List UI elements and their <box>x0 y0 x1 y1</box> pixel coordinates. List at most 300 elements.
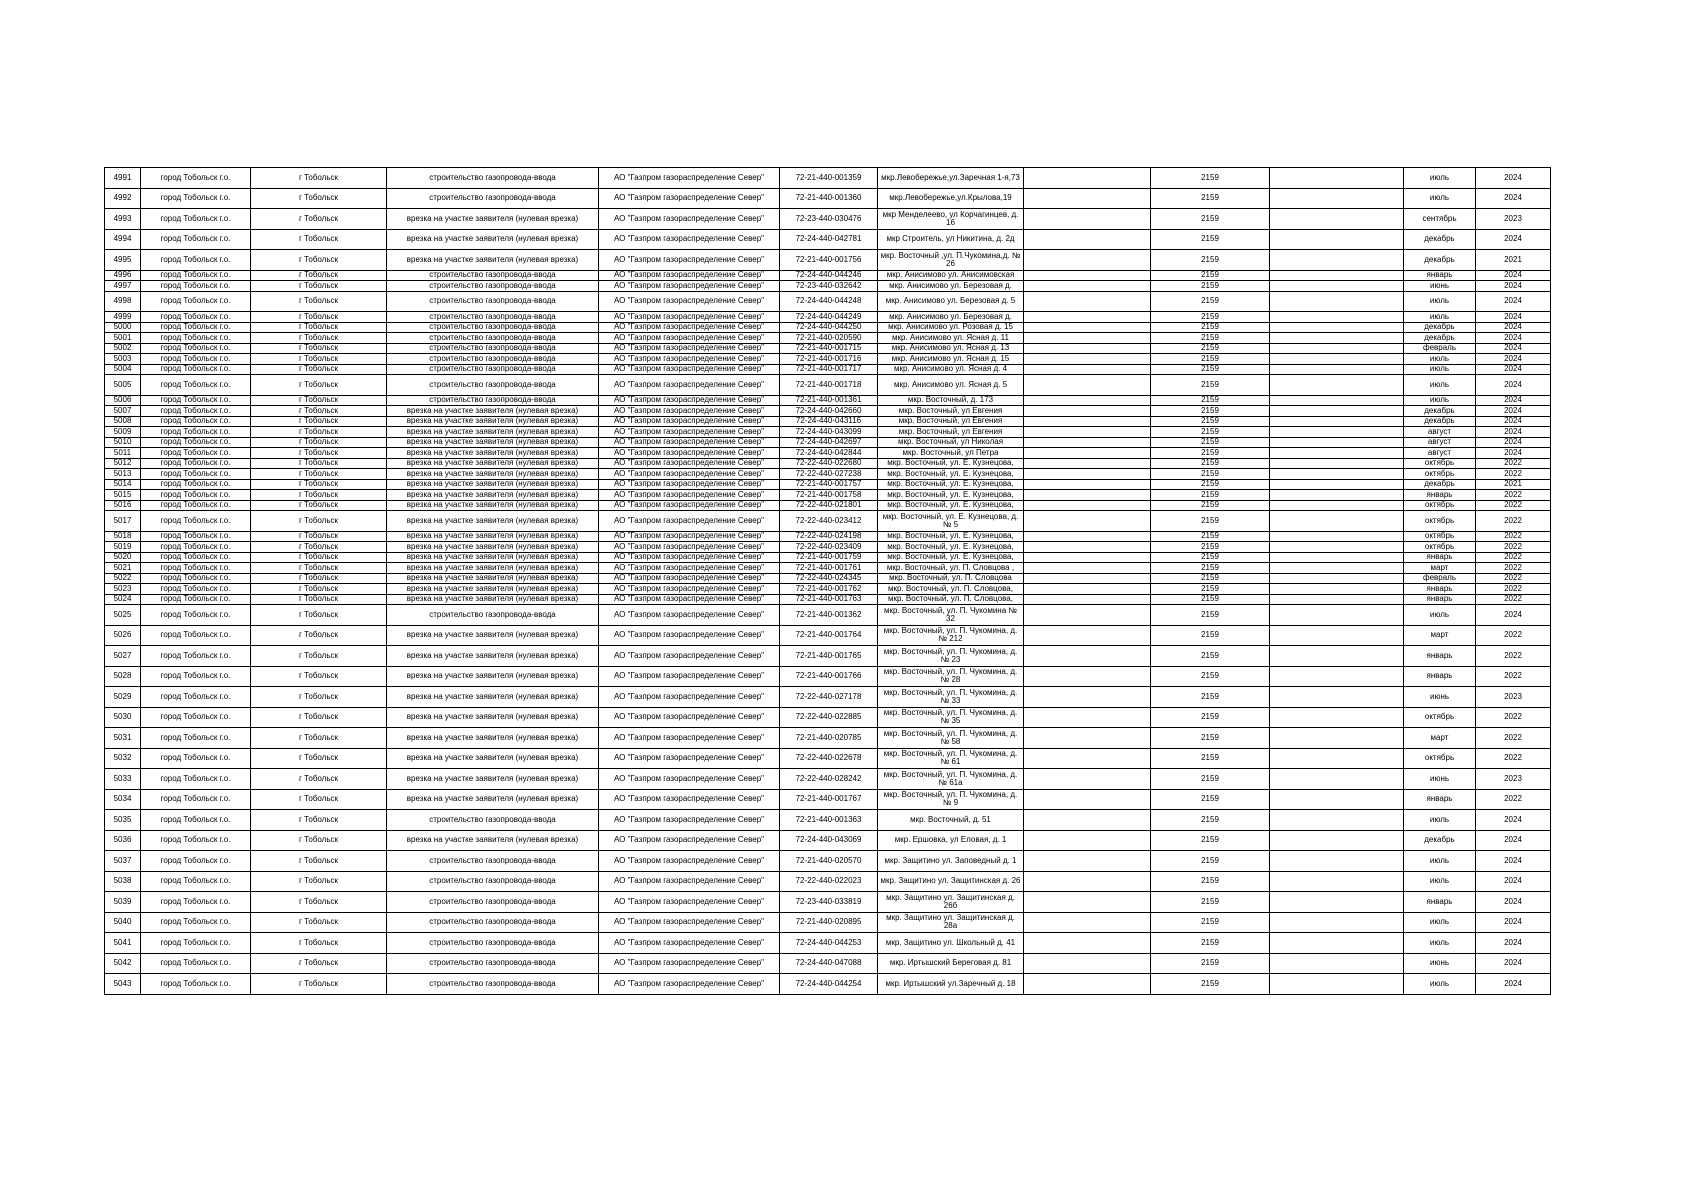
object-code-cell: 72-22-440-024198 <box>780 531 878 542</box>
row-number-cell: 4997 <box>105 281 141 292</box>
month-cell: октябрь <box>1404 511 1476 532</box>
settlement-cell: г Тобольск <box>251 625 387 646</box>
table-row <box>105 375 1551 396</box>
month-cell: январь <box>1404 789 1476 810</box>
month-cell: январь <box>1404 584 1476 595</box>
value-cell: 2159 <box>1151 291 1270 312</box>
extra-cell <box>1270 322 1404 333</box>
extra-cell <box>1270 479 1404 490</box>
object-code-cell: 72-22-440-021801 <box>780 500 878 511</box>
empty-cell <box>1024 707 1151 728</box>
settlement-cell: г Тобольск <box>251 469 387 480</box>
row-number-cell: 5042 <box>105 953 141 974</box>
object-code-cell: 72-24-440-044253 <box>780 933 878 954</box>
table-row <box>105 354 1551 365</box>
settlement-cell: г Тобольск <box>251 573 387 584</box>
municipality-cell: город Тобольск г.о. <box>141 871 251 892</box>
empty-cell <box>1024 892 1151 913</box>
value-cell: 2159 <box>1151 646 1270 667</box>
value-cell: 2159 <box>1151 531 1270 542</box>
row-number-cell: 5017 <box>105 511 141 532</box>
municipality-cell: город Тобольск г.о. <box>141 375 251 396</box>
work-type-cell: врезка на участке заявителя (нулевая врезка) <box>387 479 599 490</box>
object-code-cell: 72-22-440-027238 <box>780 469 878 480</box>
address-cell: мкр. Восточный, ул. П. Словцова <box>878 573 1024 584</box>
object-code-cell: 72-21-440-001767 <box>780 789 878 810</box>
municipality-cell: город Тобольск г.о. <box>141 707 251 728</box>
year-cell: 2022 <box>1476 666 1551 687</box>
table-body <box>105 168 1551 995</box>
organization-cell: АО "Газпром газораспределение Север" <box>599 646 780 667</box>
extra-cell <box>1270 584 1404 595</box>
work-type-cell: строительство газопровода-ввода <box>387 312 599 323</box>
municipality-cell: город Тобольск г.о. <box>141 531 251 542</box>
address-cell: мкр. Ершовка, ул Еловая, д. 1 <box>878 830 1024 851</box>
municipality-cell: город Тобольск г.о. <box>141 416 251 427</box>
settlement-cell: г Тобольск <box>251 912 387 933</box>
work-type-cell: врезка на участке заявителя (нулевая врезка) <box>387 500 599 511</box>
year-cell: 2022 <box>1476 789 1551 810</box>
value-cell: 2159 <box>1151 469 1270 480</box>
settlement-cell: г Тобольск <box>251 707 387 728</box>
row-number-cell: 4992 <box>105 188 141 209</box>
year-cell: 2024 <box>1476 168 1551 189</box>
address-cell: мкр. Анисимово ул. Березовая д. <box>878 312 1024 323</box>
value-cell: 2159 <box>1151 974 1270 995</box>
municipality-cell: город Тобольск г.о. <box>141 789 251 810</box>
object-code-cell: 72-21-440-020590 <box>780 333 878 344</box>
table-row <box>105 953 1551 974</box>
empty-cell <box>1024 427 1151 438</box>
address-cell: мкр. Защитино ул. Школьный д. 41 <box>878 933 1024 954</box>
settlement-cell: г Тобольск <box>251 748 387 769</box>
table-row <box>105 666 1551 687</box>
settlement-cell: г Тобольск <box>251 728 387 749</box>
row-number-cell: 4998 <box>105 291 141 312</box>
extra-cell <box>1270 364 1404 375</box>
settlement-cell: г Тобольск <box>251 666 387 687</box>
settlement-cell: г Тобольск <box>251 500 387 511</box>
table-row <box>105 448 1551 459</box>
settlement-cell: г Тобольск <box>251 584 387 595</box>
municipality-cell: город Тобольск г.о. <box>141 354 251 365</box>
settlement-cell: г Тобольск <box>251 531 387 542</box>
value-cell: 2159 <box>1151 343 1270 354</box>
empty-cell <box>1024 748 1151 769</box>
work-type-cell: врезка на участке заявителя (нулевая врезка) <box>387 666 599 687</box>
table-row <box>105 281 1551 292</box>
empty-cell <box>1024 343 1151 354</box>
settlement-cell: г Тобольск <box>251 364 387 375</box>
year-cell: 2024 <box>1476 427 1551 438</box>
address-cell: мкр. Иртышский Береговая д. 81 <box>878 953 1024 974</box>
extra-cell <box>1270 892 1404 913</box>
organization-cell: АО "Газпром газораспределение Север" <box>599 573 780 584</box>
work-type-cell: строительство газопровода-ввода <box>387 343 599 354</box>
empty-cell <box>1024 469 1151 480</box>
organization-cell: АО "Газпром газораспределение Север" <box>599 687 780 708</box>
table-row <box>105 912 1551 933</box>
month-cell: июль <box>1404 871 1476 892</box>
year-cell: 2022 <box>1476 646 1551 667</box>
settlement-cell: г Тобольск <box>251 270 387 281</box>
address-cell: мкр. Восточный, ул. Е. Кузнецова, <box>878 469 1024 480</box>
organization-cell: АО "Газпром газораспределение Север" <box>599 479 780 490</box>
work-type-cell: врезка на участке заявителя (нулевая врезка) <box>387 427 599 438</box>
row-number-cell: 5030 <box>105 707 141 728</box>
organization-cell: АО "Газпром газораспределение Север" <box>599 871 780 892</box>
settlement-cell: г Тобольск <box>251 448 387 459</box>
empty-cell <box>1024 974 1151 995</box>
extra-cell <box>1270 406 1404 417</box>
empty-cell <box>1024 666 1151 687</box>
value-cell: 2159 <box>1151 416 1270 427</box>
table-row <box>105 479 1551 490</box>
address-cell: мкр.Левобережье,ул.Заречная 1-я,73 <box>878 168 1024 189</box>
row-number-cell: 5007 <box>105 406 141 417</box>
object-code-cell: 72-22-440-022023 <box>780 871 878 892</box>
month-cell: октябрь <box>1404 458 1476 469</box>
value-cell: 2159 <box>1151 563 1270 574</box>
month-cell: июль <box>1404 974 1476 995</box>
month-cell: октябрь <box>1404 469 1476 480</box>
table-row <box>105 469 1551 480</box>
municipality-cell: город Тобольск г.о. <box>141 364 251 375</box>
month-cell: январь <box>1404 666 1476 687</box>
address-cell: мкр. Восточный, ул. Е. Кузнецова, <box>878 500 1024 511</box>
object-code-cell: 72-24-440-043069 <box>780 830 878 851</box>
extra-cell <box>1270 511 1404 532</box>
empty-cell <box>1024 531 1151 542</box>
month-cell: октябрь <box>1404 707 1476 728</box>
work-type-cell: врезка на участке заявителя (нулевая врезка) <box>387 573 599 584</box>
work-type-cell: строительство газопровода-ввода <box>387 364 599 375</box>
extra-cell <box>1270 458 1404 469</box>
row-number-cell: 5016 <box>105 500 141 511</box>
row-number-cell: 5027 <box>105 646 141 667</box>
extra-cell <box>1270 933 1404 954</box>
work-type-cell: строительство газопровода-ввода <box>387 851 599 872</box>
work-type-cell: строительство газопровода-ввода <box>387 395 599 406</box>
extra-cell <box>1270 687 1404 708</box>
table-row <box>105 573 1551 584</box>
year-cell: 2024 <box>1476 343 1551 354</box>
row-number-cell: 5008 <box>105 416 141 427</box>
municipality-cell: город Тобольск г.о. <box>141 437 251 448</box>
address-cell: мкр. Восточный, д. 173 <box>878 395 1024 406</box>
year-cell: 2023 <box>1476 769 1551 790</box>
settlement-cell: г Тобольск <box>251 563 387 574</box>
empty-cell <box>1024 490 1151 501</box>
value-cell: 2159 <box>1151 322 1270 333</box>
settlement-cell: г Тобольск <box>251 312 387 323</box>
year-cell: 2024 <box>1476 448 1551 459</box>
month-cell: июнь <box>1404 687 1476 708</box>
organization-cell: АО "Газпром газораспределение Север" <box>599 830 780 851</box>
settlement-cell: г Тобольск <box>251 291 387 312</box>
address-cell: мкр. Восточный ,ул. П.Чукомина,д. № 26 <box>878 250 1024 271</box>
object-code-cell: 72-22-440-024345 <box>780 573 878 584</box>
organization-cell: АО "Газпром газораспределение Север" <box>599 250 780 271</box>
settlement-cell: г Тобольск <box>251 437 387 448</box>
year-cell: 2024 <box>1476 416 1551 427</box>
work-type-cell: строительство газопровода-ввода <box>387 974 599 995</box>
address-cell: мкр. Восточный, ул Евгения <box>878 427 1024 438</box>
organization-cell: АО "Газпром газораспределение Север" <box>599 168 780 189</box>
month-cell: декабрь <box>1404 229 1476 250</box>
organization-cell: АО "Газпром газораспределение Север" <box>599 469 780 480</box>
month-cell: июль <box>1404 810 1476 831</box>
settlement-cell: г Тобольск <box>251 458 387 469</box>
year-cell: 2024 <box>1476 333 1551 344</box>
settlement-cell: г Тобольск <box>251 168 387 189</box>
extra-cell <box>1270 542 1404 553</box>
extra-cell <box>1270 270 1404 281</box>
object-code-cell: 72-21-440-001761 <box>780 563 878 574</box>
extra-cell <box>1270 490 1404 501</box>
municipality-cell: город Тобольск г.о. <box>141 209 251 230</box>
month-cell: июль <box>1404 395 1476 406</box>
row-number-cell: 5012 <box>105 458 141 469</box>
work-type-cell: врезка на участке заявителя (нулевая врезка) <box>387 448 599 459</box>
organization-cell: АО "Газпром газораспределение Север" <box>599 953 780 974</box>
month-cell: октябрь <box>1404 542 1476 553</box>
month-cell: июль <box>1404 168 1476 189</box>
empty-cell <box>1024 584 1151 595</box>
extra-cell <box>1270 728 1404 749</box>
empty-cell <box>1024 312 1151 323</box>
work-type-cell: строительство газопровода-ввода <box>387 892 599 913</box>
organization-cell: АО "Газпром газораспределение Север" <box>599 511 780 532</box>
row-number-cell: 5018 <box>105 531 141 542</box>
table-row <box>105 322 1551 333</box>
municipality-cell: город Тобольск г.о. <box>141 953 251 974</box>
empty-cell <box>1024 769 1151 790</box>
row-number-cell: 5043 <box>105 974 141 995</box>
address-cell: мкр. Анисимово ул. Розовая д. 15 <box>878 322 1024 333</box>
row-number-cell: 5011 <box>105 448 141 459</box>
row-number-cell: 5024 <box>105 594 141 605</box>
value-cell: 2159 <box>1151 871 1270 892</box>
organization-cell: АО "Газпром газораспределение Север" <box>599 892 780 913</box>
municipality-cell: город Тобольск г.о. <box>141 625 251 646</box>
work-type-cell: врезка на участке заявителя (нулевая врезка) <box>387 209 599 230</box>
municipality-cell: город Тобольск г.о. <box>141 479 251 490</box>
object-code-cell: 72-22-440-028242 <box>780 769 878 790</box>
object-code-cell: 72-22-440-022885 <box>780 707 878 728</box>
year-cell: 2024 <box>1476 229 1551 250</box>
row-number-cell: 5005 <box>105 375 141 396</box>
work-type-cell: строительство газопровода-ввода <box>387 354 599 365</box>
table-row <box>105 364 1551 375</box>
empty-cell <box>1024 851 1151 872</box>
value-cell: 2159 <box>1151 250 1270 271</box>
organization-cell: АО "Газпром газораспределение Север" <box>599 437 780 448</box>
municipality-cell: город Тобольск г.о. <box>141 810 251 831</box>
empty-cell <box>1024 354 1151 365</box>
extra-cell <box>1270 343 1404 354</box>
organization-cell: АО "Газпром газораспределение Север" <box>599 209 780 230</box>
row-number-cell: 5040 <box>105 912 141 933</box>
extra-cell <box>1270 188 1404 209</box>
municipality-cell: город Тобольск г.о. <box>141 490 251 501</box>
municipality-cell: город Тобольск г.о. <box>141 168 251 189</box>
address-cell: мкр. Восточный, ул Евгения <box>878 406 1024 417</box>
address-cell: мкр. Восточный, ул. П. Чукомина, д. № 35 <box>878 707 1024 728</box>
work-type-cell: строительство газопровода-ввода <box>387 188 599 209</box>
object-code-cell: 72-24-440-042697 <box>780 437 878 448</box>
year-cell: 2022 <box>1476 500 1551 511</box>
row-number-cell: 5019 <box>105 542 141 553</box>
municipality-cell: город Тобольск г.о. <box>141 728 251 749</box>
empty-cell <box>1024 364 1151 375</box>
address-cell: мкр. Восточный, ул. П. Чукомина, д. № 212 <box>878 625 1024 646</box>
year-cell: 2024 <box>1476 830 1551 851</box>
municipality-cell: город Тобольск г.о. <box>141 542 251 553</box>
value-cell: 2159 <box>1151 448 1270 459</box>
object-code-cell: 72-23-440-030476 <box>780 209 878 230</box>
table-row <box>105 728 1551 749</box>
empty-cell <box>1024 416 1151 427</box>
year-cell: 2021 <box>1476 479 1551 490</box>
settlement-cell: г Тобольск <box>251 188 387 209</box>
settlement-cell: г Тобольск <box>251 354 387 365</box>
month-cell: июль <box>1404 605 1476 626</box>
table-row <box>105 437 1551 448</box>
year-cell: 2024 <box>1476 375 1551 396</box>
extra-cell <box>1270 469 1404 480</box>
organization-cell: АО "Газпром газораспределение Север" <box>599 229 780 250</box>
row-number-cell: 5010 <box>105 437 141 448</box>
object-code-cell: 72-21-440-001757 <box>780 479 878 490</box>
organization-cell: АО "Газпром газораспределение Север" <box>599 728 780 749</box>
organization-cell: АО "Газпром газораспределение Север" <box>599 500 780 511</box>
month-cell: январь <box>1404 270 1476 281</box>
municipality-cell: город Тобольск г.о. <box>141 395 251 406</box>
object-code-cell: 72-21-440-020785 <box>780 728 878 749</box>
month-cell: июнь <box>1404 281 1476 292</box>
object-code-cell: 72-22-440-027178 <box>780 687 878 708</box>
extra-cell <box>1270 229 1404 250</box>
table-row <box>105 625 1551 646</box>
table-row <box>105 830 1551 851</box>
value-cell: 2159 <box>1151 312 1270 323</box>
empty-cell <box>1024 871 1151 892</box>
settlement-cell: г Тобольск <box>251 892 387 913</box>
organization-cell: АО "Газпром газораспределение Север" <box>599 188 780 209</box>
value-cell: 2159 <box>1151 270 1270 281</box>
address-cell: мкр. Анисимово ул. Березовая д. <box>878 281 1024 292</box>
table-row <box>105 552 1551 563</box>
address-cell: мкр. Восточный, ул. П. Чукомина № 32 <box>878 605 1024 626</box>
value-cell: 2159 <box>1151 375 1270 396</box>
organization-cell: АО "Газпром газораспределение Север" <box>599 312 780 323</box>
year-cell: 2022 <box>1476 458 1551 469</box>
year-cell: 2024 <box>1476 810 1551 831</box>
extra-cell <box>1270 625 1404 646</box>
year-cell: 2024 <box>1476 892 1551 913</box>
object-code-cell: 72-21-440-001359 <box>780 168 878 189</box>
month-cell: июнь <box>1404 953 1476 974</box>
organization-cell: АО "Газпром газораспределение Север" <box>599 584 780 595</box>
extra-cell <box>1270 531 1404 542</box>
year-cell: 2024 <box>1476 364 1551 375</box>
address-cell: мкр. Восточный, ул. Е. Кузнецова, <box>878 552 1024 563</box>
work-type-cell: строительство газопровода-ввода <box>387 291 599 312</box>
extra-cell <box>1270 789 1404 810</box>
address-cell: мкр. Восточный, ул. Е. Кузнецова, <box>878 531 1024 542</box>
municipality-cell: город Тобольск г.о. <box>141 291 251 312</box>
municipality-cell: город Тобольск г.о. <box>141 912 251 933</box>
value-cell: 2159 <box>1151 912 1270 933</box>
address-cell: мкр. Защитино ул. Защитинская д. 26б <box>878 892 1024 913</box>
table-row <box>105 810 1551 831</box>
organization-cell: АО "Газпром газораспределение Север" <box>599 933 780 954</box>
empty-cell <box>1024 563 1151 574</box>
year-cell: 2022 <box>1476 728 1551 749</box>
work-type-cell: строительство газопровода-ввода <box>387 322 599 333</box>
extra-cell <box>1270 830 1404 851</box>
address-cell: мкр. Восточный, ул. П. Чукомина, д. № 61а <box>878 769 1024 790</box>
object-code-cell: 72-21-440-001362 <box>780 605 878 626</box>
address-cell: мкр Строитель, ул Никитина, д. 2д <box>878 229 1024 250</box>
value-cell: 2159 <box>1151 584 1270 595</box>
work-type-cell: врезка на участке заявителя (нулевая врезка) <box>387 594 599 605</box>
empty-cell <box>1024 573 1151 584</box>
settlement-cell: г Тобольск <box>251 333 387 344</box>
settlement-cell: г Тобольск <box>251 416 387 427</box>
value-cell: 2159 <box>1151 605 1270 626</box>
organization-cell: АО "Газпром газораспределение Север" <box>599 769 780 790</box>
row-number-cell: 5006 <box>105 395 141 406</box>
empty-cell <box>1024 437 1151 448</box>
value-cell: 2159 <box>1151 458 1270 469</box>
year-cell: 2022 <box>1476 625 1551 646</box>
row-number-cell: 5023 <box>105 584 141 595</box>
object-code-cell: 72-21-440-001756 <box>780 250 878 271</box>
year-cell: 2022 <box>1476 542 1551 553</box>
value-cell: 2159 <box>1151 892 1270 913</box>
municipality-cell: город Тобольск г.о. <box>141 511 251 532</box>
municipality-cell: город Тобольск г.о. <box>141 584 251 595</box>
municipality-cell: город Тобольск г.о. <box>141 333 251 344</box>
month-cell: июль <box>1404 912 1476 933</box>
settlement-cell: г Тобольск <box>251 322 387 333</box>
extra-cell <box>1270 312 1404 323</box>
extra-cell <box>1270 552 1404 563</box>
work-type-cell: врезка на участке заявителя (нулевая врезка) <box>387 511 599 532</box>
object-code-cell: 72-21-440-001763 <box>780 594 878 605</box>
table-row <box>105 563 1551 574</box>
municipality-cell: город Тобольск г.о. <box>141 646 251 667</box>
extra-cell <box>1270 416 1404 427</box>
object-code-cell: 72-22-440-023409 <box>780 542 878 553</box>
organization-cell: АО "Газпром газораспределение Север" <box>599 625 780 646</box>
organization-cell: АО "Газпром газораспределение Север" <box>599 605 780 626</box>
municipality-cell: город Тобольск г.о. <box>141 769 251 790</box>
value-cell: 2159 <box>1151 395 1270 406</box>
organization-cell: АО "Газпром газораспределение Север" <box>599 270 780 281</box>
value-cell: 2159 <box>1151 427 1270 438</box>
municipality-cell: город Тобольск г.о. <box>141 448 251 459</box>
year-cell: 2022 <box>1476 511 1551 532</box>
month-cell: декабрь <box>1404 830 1476 851</box>
row-number-cell: 5034 <box>105 789 141 810</box>
row-number-cell: 5039 <box>105 892 141 913</box>
settlement-cell: г Тобольск <box>251 250 387 271</box>
value-cell: 2159 <box>1151 437 1270 448</box>
table-row <box>105 769 1551 790</box>
